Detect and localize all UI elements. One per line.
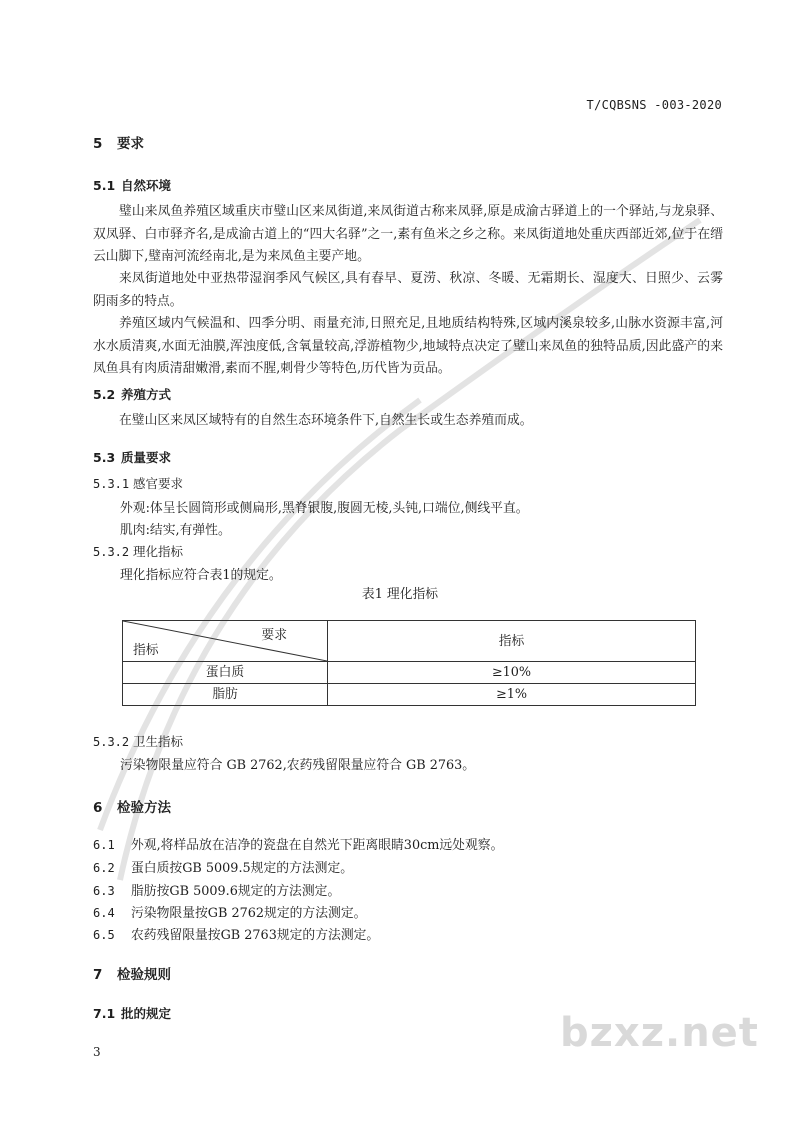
section-5-3-1-heading	[93, 474, 183, 492]
section-number: 7.1	[93, 1006, 116, 1021]
header-indicator-column: 指标	[328, 621, 696, 662]
section-number: 5.3	[93, 450, 116, 465]
row-value: ≥10%	[328, 662, 696, 684]
item-number: 6.4	[93, 906, 115, 920]
section-title: 要求	[117, 136, 144, 152]
table-row	[123, 662, 696, 684]
section-title: 批的规定	[121, 1006, 172, 1021]
section-title: 卫生指标	[133, 734, 184, 749]
section-7-1-heading	[93, 1004, 171, 1022]
section-5-2-heading	[93, 385, 171, 403]
item-number: 6.2	[93, 861, 115, 875]
section-5-1-heading	[93, 176, 171, 194]
section-title: 养殖方式	[121, 387, 172, 402]
section-title: 自然环境	[121, 178, 172, 193]
item-text: 农药残留限量按GB 2763规定的方法测定。	[131, 928, 380, 943]
item-number: 6.5	[93, 928, 115, 942]
section-title: 理化指标	[133, 544, 184, 559]
page-number: 3	[93, 1045, 101, 1059]
header-indicator: 指标	[133, 643, 159, 658]
section-number: 5.2	[93, 387, 116, 402]
section-title: 质量要求	[121, 450, 172, 465]
item-text: 蛋白质按GB 5009.5规定的方法测定。	[131, 861, 354, 876]
section-title: 检验规则	[117, 967, 171, 983]
row-name: 蛋白质	[123, 662, 328, 684]
item-number: 6.3	[93, 884, 115, 898]
method-item	[93, 924, 379, 943]
section-5-heading	[93, 132, 144, 152]
section-5-3-2-hygiene-heading	[93, 732, 183, 750]
table-header-row	[123, 621, 696, 662]
requirement-line: 外观:体呈长圆筒形或侧扁形,黑脊银腹,腹圆无棱,头钝,口端位,侧线平直。	[120, 501, 529, 516]
item-text: 污染物限量按GB 2762规定的方法测定。	[131, 906, 367, 921]
row-value: ≥1%	[328, 684, 696, 706]
document-code-header: T/CQBSNS -003-2020	[586, 98, 722, 112]
method-item	[93, 857, 353, 876]
paragraph: 来凤街道地处中亚热带湿润季风气候区,具有春早、夏涝、秋凉、冬暖、无霜期长、湿度大、日照少、云雾阴雨多的特点。	[93, 271, 723, 309]
requirement-line: 肌肉:结实,有弹性。	[120, 523, 231, 538]
section-number: 5.3.2	[93, 545, 130, 559]
section-number: 6	[93, 800, 103, 816]
physicochemical-table	[122, 620, 696, 706]
section-number: 5	[93, 136, 103, 152]
site-watermark: bzxz.net	[560, 1010, 759, 1056]
section-5-3-2-heading	[93, 542, 183, 560]
requirement-line: 污染物限量应符合 GB 2762,农药残留限量应符合 GB 2763。	[120, 758, 476, 773]
method-item	[93, 834, 503, 853]
diagonal-header-cell	[123, 621, 328, 662]
section-7-heading	[93, 963, 171, 983]
table-row	[123, 684, 696, 706]
requirement-line: 理化指标应符合表1的规定。	[120, 568, 282, 583]
section-number: 5.1	[93, 178, 116, 193]
section-number: 5.3.1	[93, 477, 130, 491]
method-item	[93, 902, 366, 921]
section-title: 检验方法	[117, 800, 171, 816]
item-text: 外观,将样品放在洁净的瓷盘在自然光下距离眼睛30cm远处观察。	[131, 838, 504, 853]
section-number: 7	[93, 967, 103, 983]
paragraph: 养殖区域内气候温和、四季分明、雨量充沛,日照充足,且地质结构特殊,区域内溪泉较多,山脉水资源丰富,河水水质清爽,水面无油膜,浑浊度低,含氧量较高,浮游植物少,地域特点决定了璧山来凤鱼的独特品质,因此盛产的来凤鱼具有肉质清甜嫩滑,素而不腥,刺骨少等特色,历代皆为贡品。	[93, 316, 723, 376]
row-name: 脂肪	[123, 684, 328, 706]
table-caption: 表1 理化指标	[361, 587, 439, 602]
section-5-3-heading	[93, 448, 171, 466]
section-6-heading	[93, 796, 171, 816]
header-requirement: 要求	[261, 628, 287, 643]
item-number: 6.1	[93, 838, 115, 852]
section-number: 5.3.2	[93, 735, 130, 749]
paragraph: 在璧山区来凤区域特有的自然生态环境条件下,自然生长或生态养殖而成。	[119, 413, 533, 428]
section-title: 感官要求	[133, 476, 184, 491]
method-item	[93, 880, 340, 899]
paragraph: 璧山来凤鱼养殖区域重庆市璧山区来凤街道,来凤街道古称来凤驿,原是成渝古驿道上的一个驿站,与龙泉驿、双凤驿、白市驿齐名,是成渝古道上的“四大名驿”之一,素有鱼米之乡之称。来凤街道地处重庆西部近郊,位于在缙云山脚下,璧南河流经南北,是为来凤鱼主要产地。	[93, 204, 723, 264]
item-text: 脂肪按GB 5009.6规定的方法测定。	[131, 884, 341, 899]
